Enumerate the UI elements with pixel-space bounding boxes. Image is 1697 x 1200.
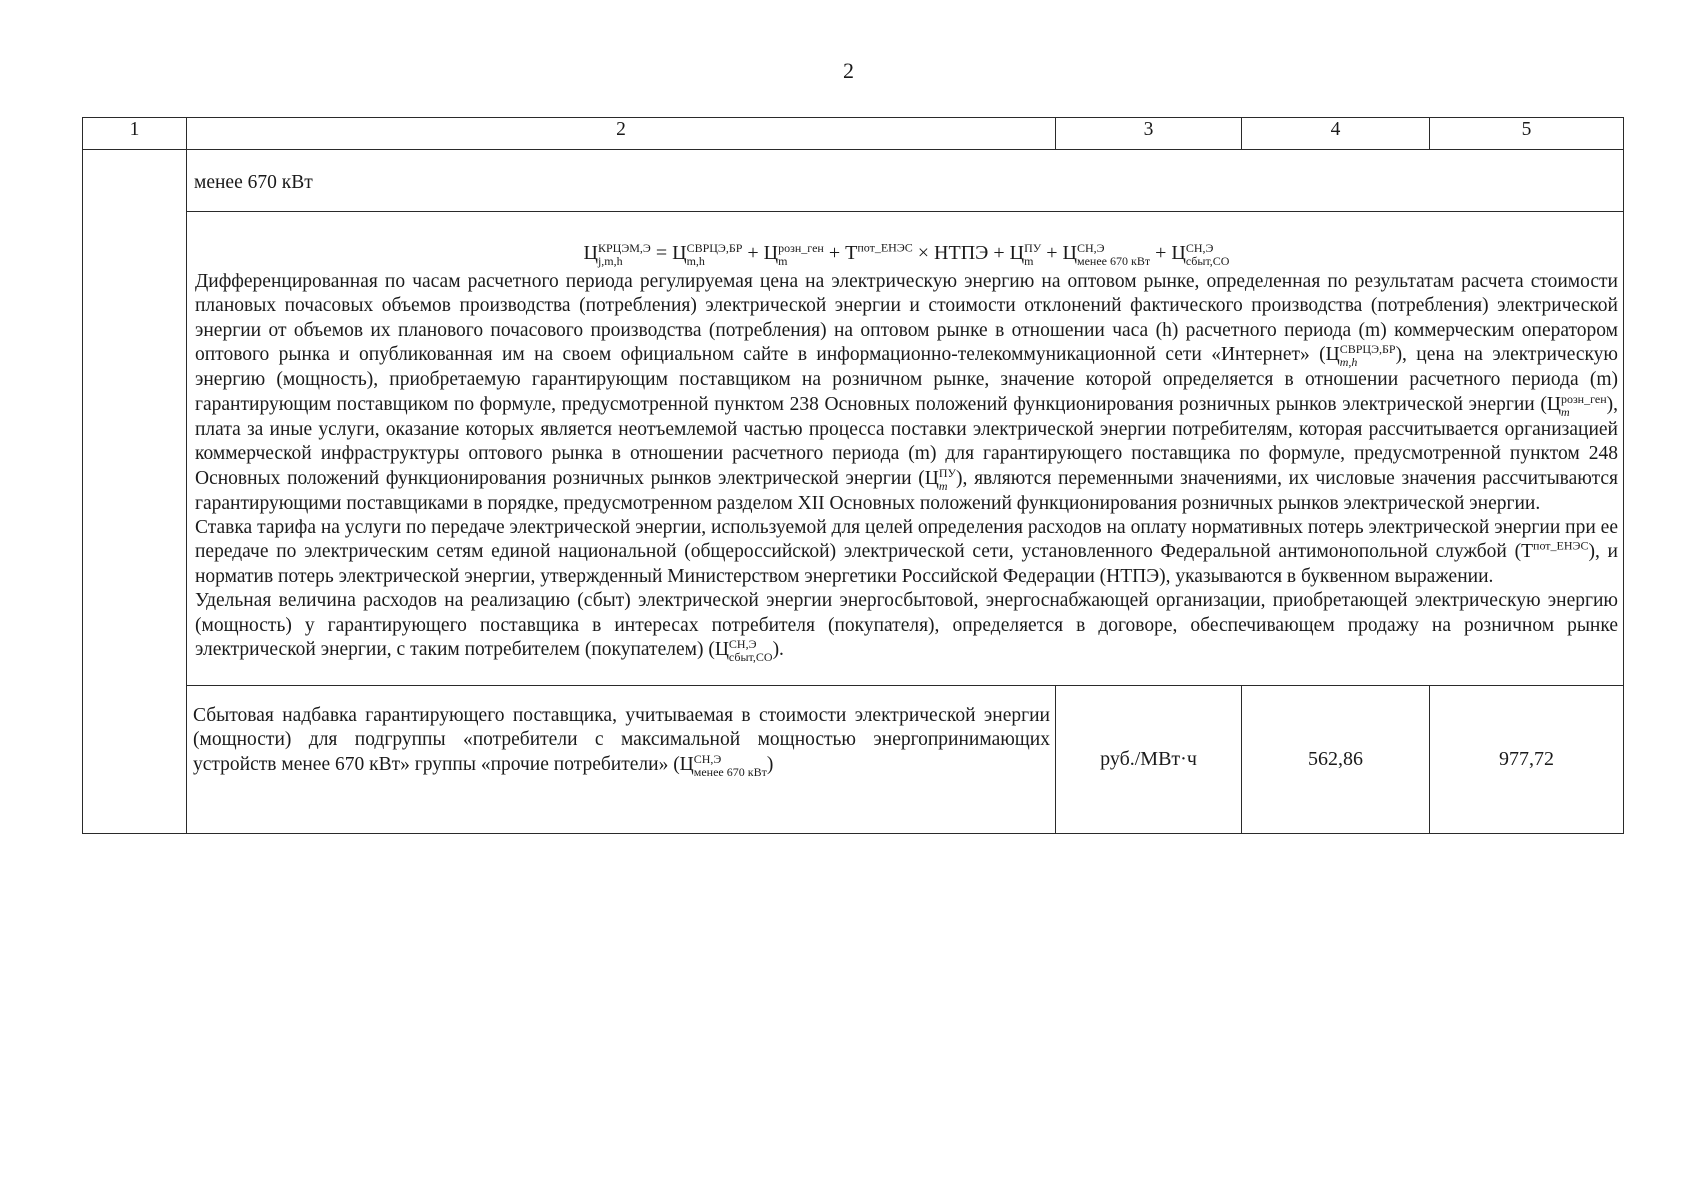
table-header-row xyxy=(83,118,1624,150)
header-cell-2: 2 xyxy=(187,118,1056,150)
description-paragraph: Ставка тарифа на услуги по передаче электрической энергии, используемой для целей определения расходов на оплату нормативных потерь электрической энергии при ее передаче по электрическим сетям единой национальной (общероссийской) электрической сети, установленного Федеральной антимонопольной службой $(Т^{пот\_ЕНЭС})$, и норматив потерь электрической энергии, утвержденный Министерством энергетики Российской Федерации (НТПЭ), указываются в буквенном выражении. xyxy=(195,516,1618,587)
formula-description-cell xyxy=(187,212,1624,686)
row-number-cell xyxy=(83,150,187,834)
group-label: менее 670 кВт xyxy=(194,172,313,193)
table-row xyxy=(83,150,1624,212)
header-cell-1: 1 xyxy=(83,118,187,150)
table-row xyxy=(83,212,1624,686)
value-cell-col4: 562,86 xyxy=(1242,686,1430,834)
markup-description-cell xyxy=(187,686,1056,834)
header-cell-3: 3 xyxy=(1056,118,1242,150)
description-paragraph: Дифференцированная по часам расчетного периода регулируемая цена на электрическую энергию на оптовом рынке, определенная по результатам расчета стоимости плановых почасовых объемов производства (потребления) электрической энергии и стоимости отклонений фактического производства (потребления) электрической энергии от объемов их планового почасового производства (потребления) на оптовом рынке в отношении часа (h) расчетного периода (m) коммерческим оператором оптового рынка и опубликованная им на своем официальном сайте в информационно-телекоммуникационной сети «Интернет» (Ц СВРЦЭ,БР m,h ), цена на электрическую энергию (мощность), приобретаемую гарантирующим поставщиком на розничном рынке, значение которой определяется в отношении расчетного периода (m) гарантирующим поставщиком по формуле, предусмотренной пунктом 238 Основных положений функционирования розничных рынков электрической энергии (Ц розн_ген m ), плата за иные услуги, оказание которых является неотъемлемой частью процесса поставки электрической энергии потребителям, которая рассчитывается организацией коммерческой инфраструктуры оптового рынка в отношении расчетного периода (m) для гарантирующего поставщика по формуле, предусмотренной пунктом 248 Основных положений функционирования розничных рынков электрической энергии (Ц ПУ m ), являются переменными значениями, их числовые значения рассчитываются гарантирующими поставщиками в порядке, предусмотренном разделом XII Основных положений функционирования розничных рынков электрической энергии. xyxy=(195,271,1618,514)
value-cell-col5: 977,72 xyxy=(1430,686,1624,834)
table-row xyxy=(83,686,1624,834)
page-number: 2 xyxy=(843,58,854,83)
unit-cell: руб./МВт·ч xyxy=(1056,686,1242,834)
header-cell-4: 4 xyxy=(1242,118,1430,150)
price-formula: Ц КРЦЭМ,Э j,m,h = Ц СВРЦЭ,БР m,h + Ц розн_ген m + $Т^{пот\_ЕНЭС}$ × НТПЭ + Ц ПУ m + Ц СН,Э менее 670 кВт + Ц СН,Э сбыт,СО xyxy=(583,240,1230,268)
group-label-cell xyxy=(187,150,1624,212)
description-paragraph: Удельная величина расходов на реализацию (сбыт) электрической энергии энергосбытовой, энергоснабжающей организации, приобретающей электрическую энергию (мощность) у гарантирующего поставщика в интересах потребителя (покупателя), определяется в договоре, обеспечивающем продажу на розничном рынке электрической энергии, с таким потребителем (покупателем) (Ц СН,Э сбыт,СО ). xyxy=(195,590,1618,664)
markup-description: Сбытовая надбавка гарантирующего поставщика, учитываемая в стоимости электрической энергии (мощности) для подгруппы «потребители с максимальной мощностью энергопринимающих устройств менее 670 кВт» группы «прочие потребители» (Ц СН,Э менее 670 кВт ) xyxy=(193,705,1050,779)
header-cell-5: 5 xyxy=(1430,118,1624,150)
tariff-table xyxy=(82,117,1624,834)
